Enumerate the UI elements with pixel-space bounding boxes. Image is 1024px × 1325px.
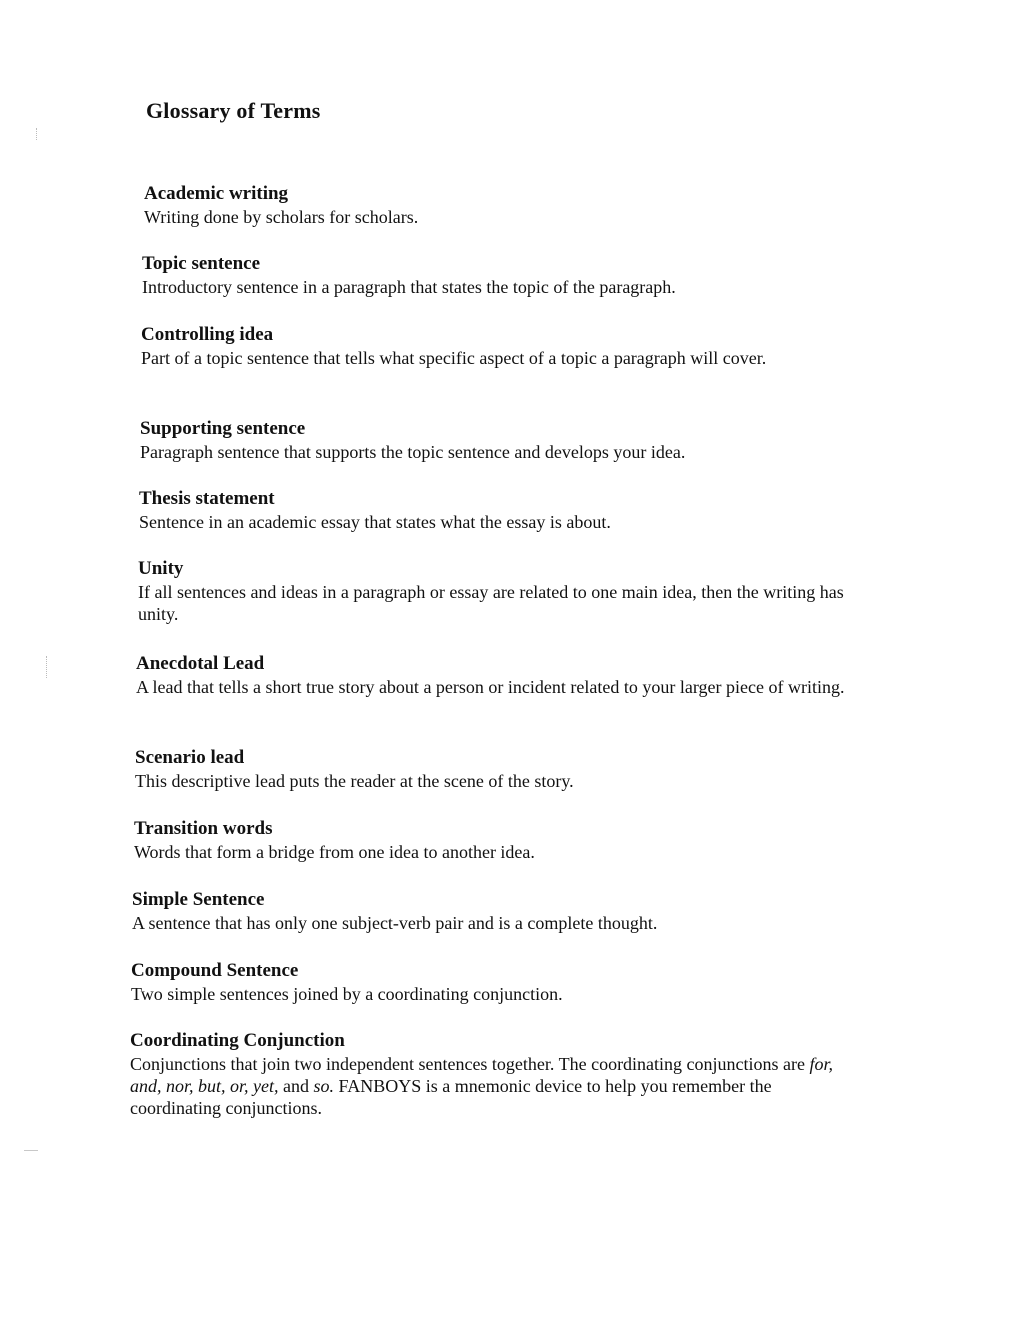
glossary-term: Thesis statement <box>139 488 275 509</box>
glossary-definition: A sentence that has only one subject-verb pair and is a complete thought. <box>132 913 658 933</box>
glossary-definition: Part of a topic sentence that tells what specific aspect of a topic a paragraph will cover. <box>141 348 767 368</box>
conjunction-so: so. <box>313 1076 335 1096</box>
glossary-entry-academic-writing <box>144 182 864 228</box>
glossary-definition: If all sentences and ideas in a paragraph or essay are related to one main idea, then the writing has unity. <box>138 582 844 624</box>
glossary-entry-controlling-idea <box>141 323 861 369</box>
scan-mark <box>24 1150 38 1151</box>
glossary-term: Topic sentence <box>142 253 261 274</box>
glossary-definition: Introductory sentence in a paragraph that states the topic of the paragraph. <box>142 277 676 297</box>
glossary-definition: Writing done by scholars for scholars. <box>144 207 419 227</box>
scan-mark <box>46 656 47 678</box>
definition-text: Conjunctions that join two independent sentences together. The coordinating conjunctions are <box>130 1054 810 1074</box>
glossary-entry-coordinating-conjunction <box>130 1029 850 1119</box>
glossary-term: Anecdotal Lead <box>136 653 265 674</box>
glossary-entry-simple-sentence <box>132 888 852 934</box>
glossary-term: Supporting sentence <box>140 418 306 439</box>
glossary-term: Unity <box>138 558 184 579</box>
glossary-definition: A lead that tells a short true story about a person or incident related to your larger piece of writing. <box>136 677 845 697</box>
glossary-definition <box>130 1053 850 1119</box>
glossary-definition: Paragraph sentence that supports the topic sentence and develops your idea. <box>140 442 686 462</box>
definition-text: FANBOYS is a mnemonic device to help you remember the coordinating conjunctions. <box>130 1076 772 1118</box>
scan-mark <box>36 128 37 140</box>
conjunction-list: for, and, nor, but, or, yet, <box>130 1054 834 1096</box>
glossary-entry-unity <box>138 557 858 625</box>
glossary-entry-supporting-sentence <box>140 417 860 463</box>
glossary-entry-topic-sentence <box>142 252 862 298</box>
glossary-definition: This descriptive lead puts the reader at the scene of the story. <box>135 771 574 791</box>
glossary-term: Scenario lead <box>135 747 245 768</box>
glossary-definition: Two simple sentences joined by a coordinating conjunction. <box>131 984 563 1004</box>
glossary-definition: Sentence in an academic essay that states what the essay is about. <box>139 512 611 532</box>
glossary-term: Transition words <box>134 818 273 839</box>
page-title: Glossary of Terms <box>146 98 321 123</box>
glossary-term: Compound Sentence <box>131 960 299 981</box>
glossary-term: Academic writing <box>144 183 289 204</box>
glossary-definition: Words that form a bridge from one idea to another idea. <box>134 842 535 862</box>
glossary-entry-transition-words <box>134 817 854 863</box>
definition-text: and <box>278 1076 314 1096</box>
glossary-entry-scenario-lead <box>135 746 855 792</box>
glossary-term: Simple Sentence <box>132 889 265 910</box>
glossary-term: Controlling idea <box>141 324 274 345</box>
glossary-entry-compound-sentence <box>131 959 851 1005</box>
glossary-entry-thesis-statement <box>139 487 859 533</box>
glossary-entry-anecdotal-lead <box>136 652 856 698</box>
glossary-term: Coordinating Conjunction <box>130 1030 345 1051</box>
